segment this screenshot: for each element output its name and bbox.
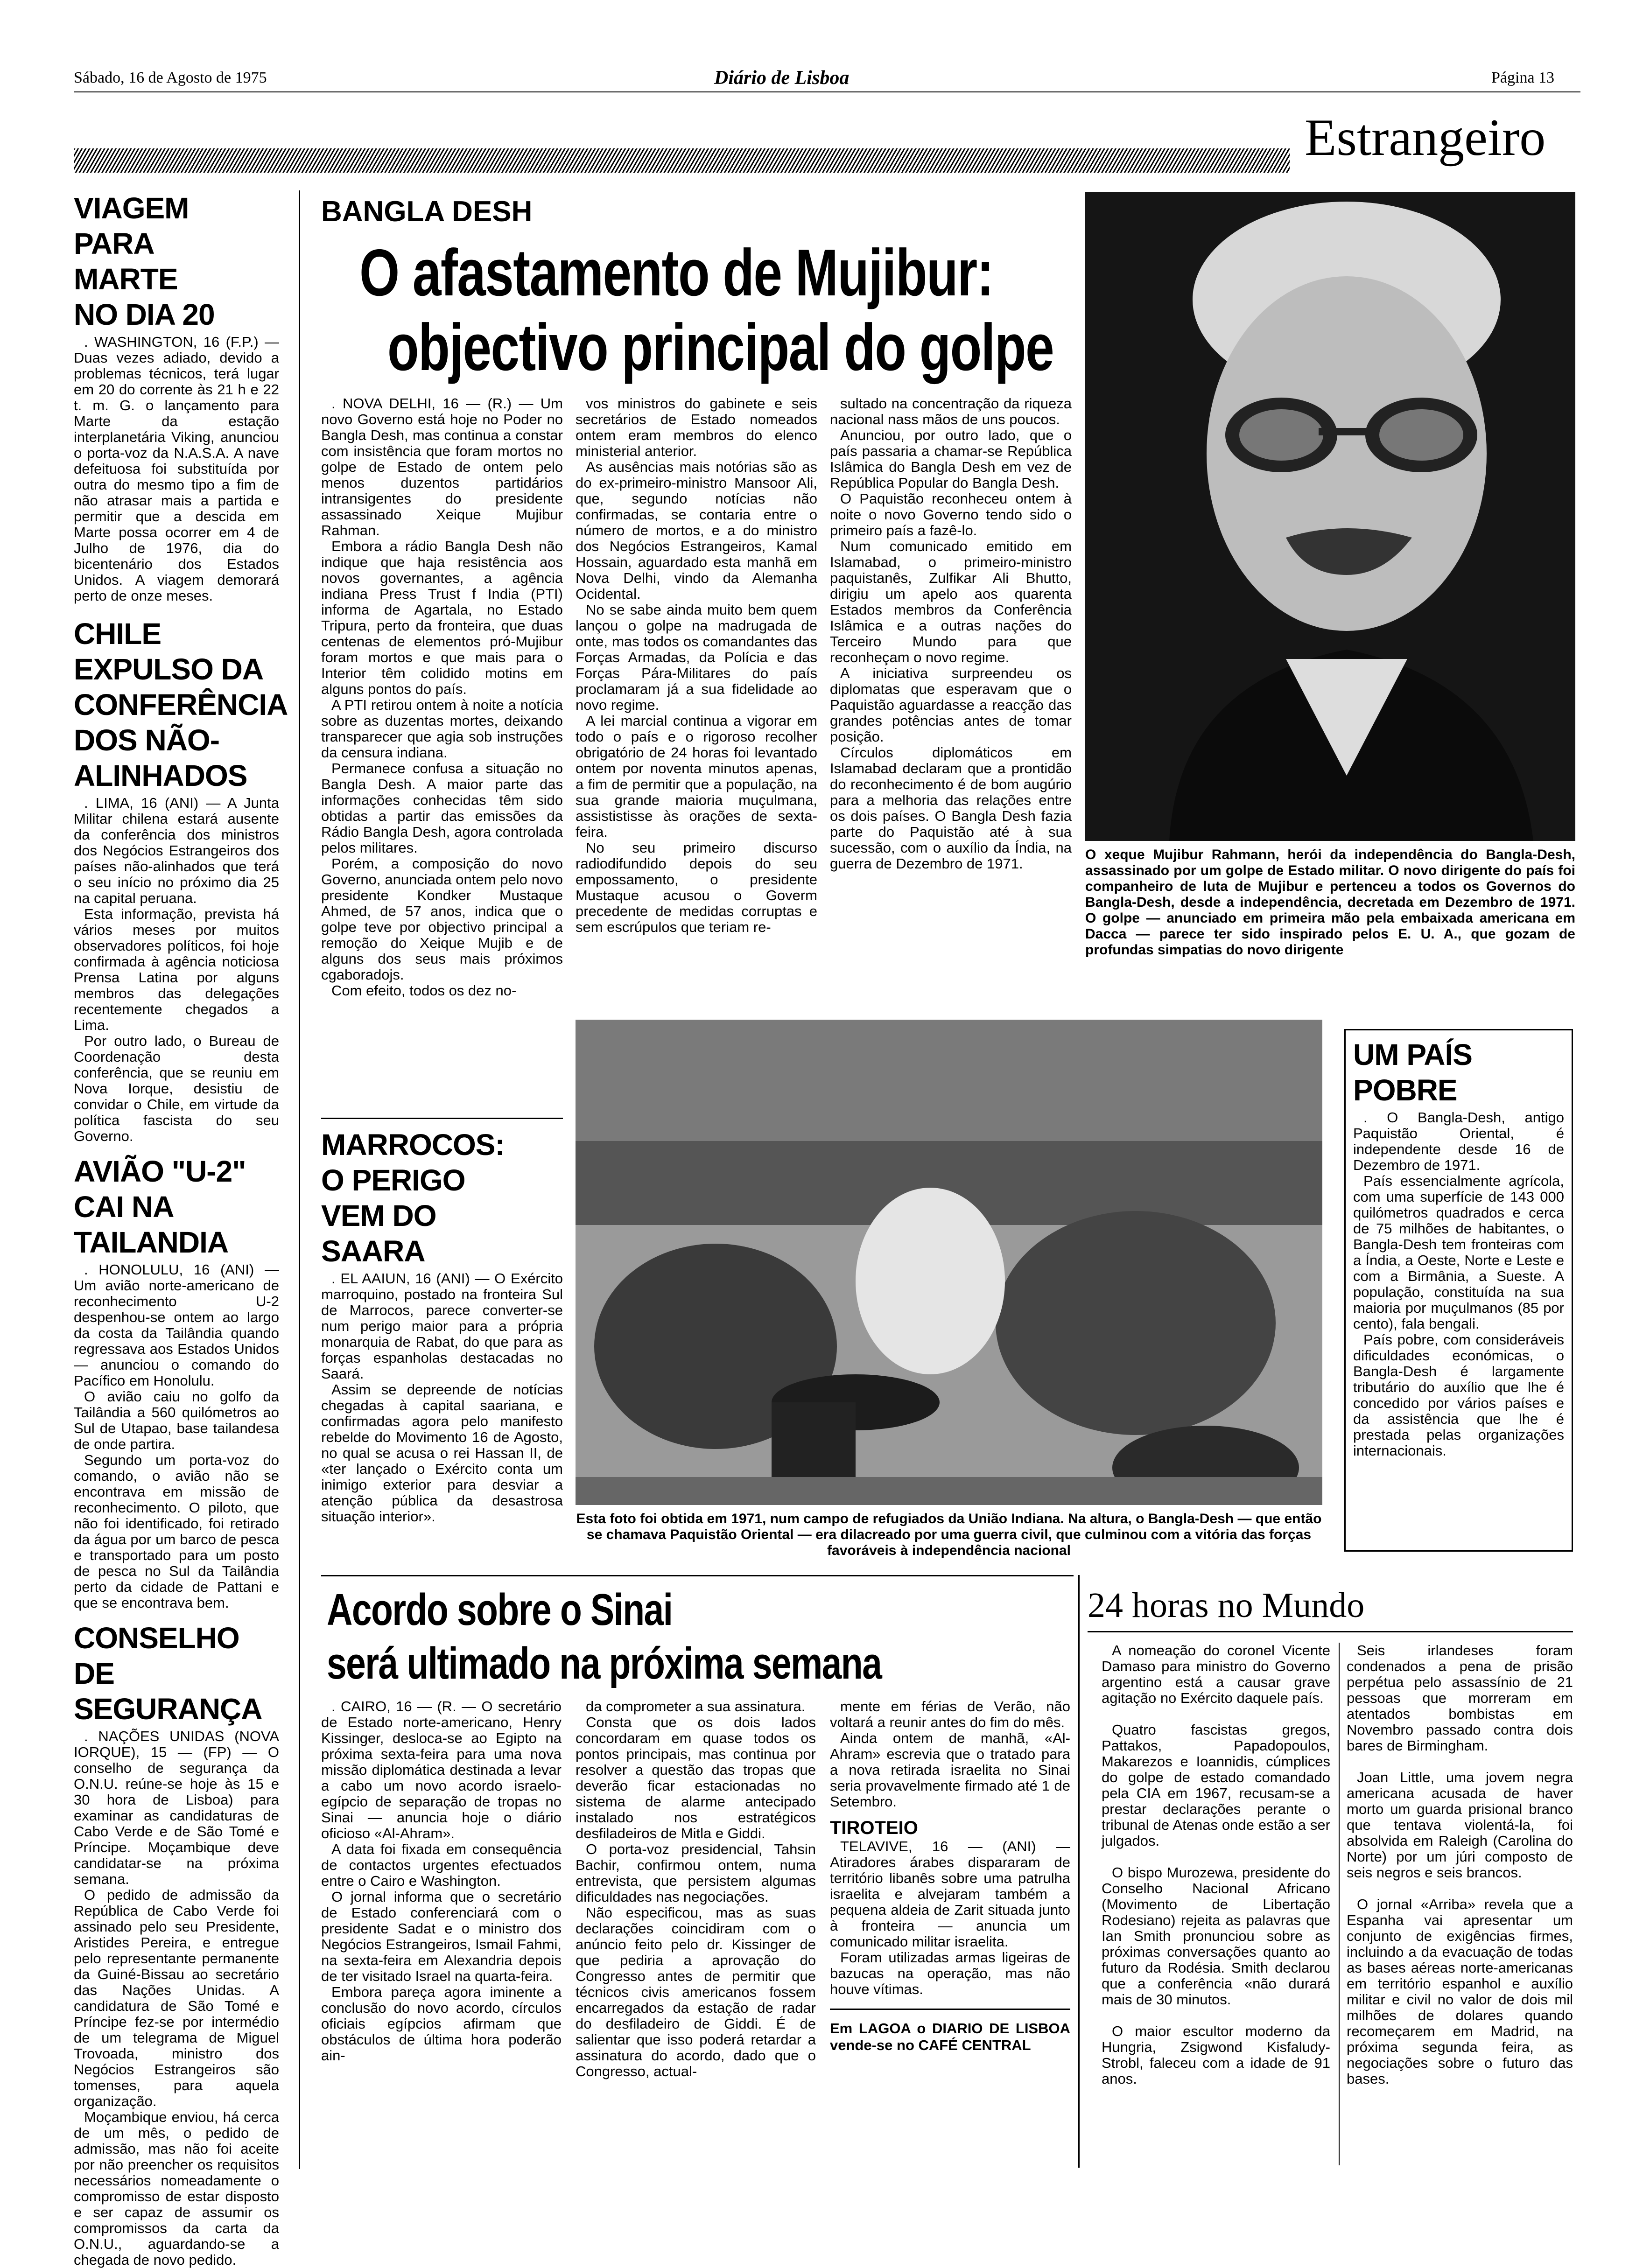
paragraph: Com efeito, todos os dez no- — [331, 982, 517, 999]
paragraph: O bispo Murozewa, presidente do Conselho Nacional Africano (Movimento de Libertação Rodesiano) rejeita as palavras que Ian Smith pronunciou sobre as próximas conversações quanto ao futuro da Rodésia. Smith declarou que a conferência «não durará mais de 30 minutos. — [1102, 1864, 1330, 2008]
mundo-column-1 — [1102, 1643, 1330, 2087]
headline: AVIÃO "U-2" CAI NA TAILANDIA — [74, 1155, 246, 1259]
mundo-column-2 — [1347, 1643, 1573, 2087]
paragraph: da comprometer a sua assinatura. — [586, 1698, 806, 1715]
bangla-column-3 — [830, 396, 1072, 872]
article-body — [74, 334, 279, 604]
headline: VIAGEM PARA MARTE NO DIA 20 — [74, 191, 215, 331]
promo-lagoa: Em LAGOA o DIARIO DE LISBOA vende-se no CAFÉ CENTRAL — [830, 2009, 1070, 2054]
paragraph: Quatro fascistas gregos, Pattakos, Papadopoulos, Makarezos e Ioannidis, cúmplices do golpe de estado comandado pela CIA em 1967, recusam-se a prestar declarações perante o tribunal de Atenas onde estão a ser julgados. — [1102, 1722, 1330, 1849]
article-viagem-marte — [74, 190, 279, 604]
headline: CONSELHO DE SEGURANÇA — [74, 1621, 262, 1726]
masthead: Diário de Lisboa — [714, 67, 850, 89]
paragraph: País pobre, com consideráveis dificuldades económicas, o Bangla-Desh é largamente tributário do auxílio que lhe é concedido por vários países e da assistência que lhe é prestada pelas organizações internacionais. — [1353, 1331, 1564, 1459]
paragraph: Anunciou, por outro lado, que o país passaria a chamar-se República Islâmica do Bangla Desh em vez de República Popular do Bangla Desh. — [830, 427, 1072, 491]
paragraph: . NOVA DELHI, 16 — (R.) — Um novo Governo está hoje no Poder no Bangla Desh, mas continua a constar com insistência que foram mortos no golpe de Estado de ontem pelo menos duzentos partidários intransigentes do presidente assassinado Xeique Mujibur Rahman. — [321, 395, 563, 539]
section-title: Estrangeiro — [1305, 109, 1546, 167]
paragraph: Ainda ontem de manhã, «Al-Ahram» escrevia que o tratado para a nova retirada israelita no Sinai seria provavelmente firmado até 1 de Setembro. — [830, 1730, 1070, 1810]
paragraph: TELAVIVE, 16 — (ANI) — Atiradores árabes dispararam de território libanês sobre uma patrulha israelita e alvejaram também a pequena aldeia de Zarit situada junto à fronteira — anuncia um comunicado militar israelita. — [830, 1838, 1070, 1950]
paragraph: Moçambique enviou, há cerca de um mês, o pedido de admissão, mas não foi aceite por não preencher os requisitos necessários nomeadamente o compromisso de estar disposto e ser capaz de assumir os compromissos da carta da O.N.U., aguardando-se a chegada de novo pedido. — [74, 2109, 279, 2268]
article-body — [74, 795, 279, 1144]
headline: CHILE EXPULSO DA CONFERÊNCIA DOS NÃO-ALINHADOS — [74, 617, 287, 792]
portrait-image — [1085, 192, 1575, 841]
paragraph: O maior escultor moderno da Hungria, Zsigwond Kisfaludy-Strobl, faleceu com a idade de 91 anos. — [1102, 2023, 1330, 2087]
main-headline-line-1: O afastamento de Mujibur: — [359, 236, 993, 310]
paragraph: O jornal informa que o secretário de Estado conferenciará com o presidente Sadat e o ministro dos Negócios Estrangeiros, Ismail Fahmi, na sexta-feira em Alexandria depois de ter visitado Israel na quarta-feira. — [321, 1889, 562, 1984]
paragraph: sultado na concentração da riqueza nacional nass mãos de uns poucos. — [830, 395, 1072, 427]
kicker: BANGLA DESH — [321, 196, 533, 228]
paragraph: O Paquistão reconheceu ontem à noite o novo Governo tendo sido o primeiro país a fazê-lo. — [830, 490, 1072, 539]
date-line: Sábado, 16 de Agosto de 1975 — [74, 69, 267, 86]
paragraph: A nomeação do coronel Vicente Damaso para ministro do Governo argentino está a causar grave agitação no Exército daquele país. — [1102, 1642, 1330, 1706]
divider — [321, 1118, 563, 1119]
section-hatch-band — [74, 148, 1290, 173]
article-conselho-seguranca — [74, 1620, 279, 2268]
paragraph: A data foi fixada em consequência de contactos urgentes efectuados entre o Cairo e Washington. — [321, 1841, 562, 1889]
article-aviao-u2 — [74, 1154, 279, 1611]
sinai-column-2 — [576, 1699, 816, 2079]
paragraph: . O Bangla-Desh, antigo Paquistão Oriental, é independente desde 16 de Dezembro de 1971. — [1353, 1109, 1564, 1173]
refugee-caption: Esta foto foi obtida em 1971, num campo de refugiados da União Indiana. Na altura, o Bangla-Desh — que então se chamava Paquistão Oriental — era dilacreado por uma guerra civil, que culminou com a vitória das forças favoráveis à independência nacional — [576, 1511, 1322, 1558]
paragraph: País essencialmente agrícola, com uma superfície de 143 000 quilómetros quadrados e cerca de 75 milhões de habitantes, o Bangla-Desh tem fronteiras com a Índia, a Oeste, Norte e Leste e com a Birmânia, a Sueste. A população, constituída na sua maioria por muçulmanos (85 por cento), fala bengali. — [1353, 1173, 1564, 1332]
bangla-column-2 — [576, 396, 817, 935]
paragraph: Por outro lado, o Bureau de Coordenação desta conferência, que se reuniu em Nova Iorque, desistiu de convidar o Chile, em virtude da política fascista do seu Governo. — [74, 1033, 279, 1144]
paragraph: . EL AAIUN, 16 (ANI) — O Exército marroquino, postado na fronteira Sul de Marrocos, parece converter-se num perigo maior para a própria monarquia de Rabat, do que para as forças espanholas destacadas no Saará. — [321, 1270, 563, 1382]
sidebar-box-pais-pobre — [1344, 1029, 1573, 1552]
refugee-camp-photo — [576, 1020, 1322, 1505]
paragraph: Círculos diplomáticos em Islamabad declaram que a prontidão do reconhecimento é de bom augúrio para a melhoria das relações entre os dois países. O Bangla Desh fazia parte do Paquistão até à sua sucessão, com o auxílio da Índia, na guerra de Dezembro de 1971. — [830, 744, 1072, 872]
paragraph: mente em férias de Verão, não voltará a reunir antes do fim do mês. — [830, 1698, 1070, 1730]
paragraph: Embora pareça agora iminente a conclusão do novo acordo, círculos oficiais egípcios afirmam que obstáculos de última hora poderão ain- — [321, 1984, 562, 2064]
paragraph: vos ministros do gabinete e seis secretários de Estado nomeados ontem eram membros do elenco ministerial anterior. — [576, 395, 817, 459]
portrait-caption: O xeque Mujibur Rahmann, herói da independência do Bangla-Desh, assassinado por um golpe de Estado militar. O novo dirigente do país foi companheiro de luta de Mujibur e pertenceu a todos os Governos do Bangla-Desh, desde a independência, decretada em Dezembro de 1971. O golpe — anunciado em primeira mão pela embaixada americana em Dacca — parece ter sido inspirado pelos E. U. A., que gozam de profundas simpatias do novo dirigente — [1085, 847, 1575, 958]
article-body — [321, 1271, 563, 1525]
column-rule — [1339, 1643, 1340, 2165]
paragraph: No seu primeiro discurso radiodifundido depois do seu empossamento, o presidente Mustaque acusou o Goverm precedente de medidas corruptas e sem escrúpulos que teriam re- — [576, 840, 817, 935]
article-body — [1353, 1110, 1564, 1459]
paragraph: . NAÇÕES UNIDAS (NOVA IORQUE), 15 — (FP) — O conselho de segurança da O.N.U. reúne-se hoje às 15 e 30 hora de Lisboa) para examinar as candidaturas de Cabo Verde e de São Tomé e Príncipe. Moçambique deve candidatar-se na próxima semana. — [74, 1728, 279, 1887]
paragraph: O avião caiu no golfo da Tailândia a 560 quilómetros ao Sul de Utapao, base tailandesa de onde partira. — [74, 1388, 279, 1452]
portrait-photo — [1085, 192, 1575, 841]
article-chile — [74, 616, 287, 1144]
paragraph: A PTI retirou ontem à noite a notícia sobre as duzentas mortes, deixando transparecer que agia sob instruções da censura indiana. — [321, 697, 563, 761]
paragraph: . HONOLULU, 16 (ANI) — Um avião norte-americano de reconhecimento U-2 despenhou-se ontem ao largo da costa da Tailândia quando regressava aos Estados Unidos — anunciou o comando do Pacífico em Honolulu. — [74, 1261, 279, 1389]
headline: UM PAÍS POBRE — [1353, 1038, 1472, 1107]
paragraph: . LIMA, 16 (ANI) — A Junta Militar chilena estará ausente da conferência dos ministros dos Negócios Estrangeiros dos países não-alinhados que terá o seu início no próximo dia 25 na capital peruana. — [74, 795, 279, 906]
sinai-column-3 — [830, 1699, 1070, 2054]
divider — [1088, 1631, 1573, 1632]
sinai-headline-line-1: Acordo sobre o Sinai — [327, 1585, 673, 1635]
paragraph: Segundo um porta-voz do comando, o avião não se encontrava em missão de reconhecimento. O piloto, que não foi identificado, foi retirado da água por um barco de pesca e transportado para um posto de pesca no Sul da Tailândia perto da cidade de Pattani e que se encontrava bem. — [74, 1452, 279, 1611]
paragraph: Seis irlandeses foram condenados a pena de prisão perpétua pelo assassínio de 21 pessoas que morreram em atentados bombistas em Novembro passado contra dois bares de Birmingham. — [1347, 1642, 1573, 1754]
headline: MARROCOS: O PERIGO VEM DO SAARA — [321, 1128, 505, 1268]
divider — [321, 1575, 1074, 1576]
paragraph: O porta-voz presidencial, Tahsin Bachir, confirmou ontem, numa entrevista, que persistem algumas dificuldades nas negociações. — [576, 1841, 816, 1905]
paragraph: Esta informação, prevista há vários meses por muitos observadores políticos, foi hoje confirmada à agência noticiosa Prensa Latina por alguns membros das delegações recentemente chegados a Lima. — [74, 906, 279, 1033]
paragraph: A lei marcial continua a vigorar em todo o país e o rigoroso recolher obrigatório de 24 horas foi levantado ontem por noventa minutos apenas, a fim de permitir que a população, na sua grande maioria muçulmana, assististisse às orações de sexta-feira. — [576, 713, 817, 840]
paragraph: Assim se depreende de notícias chegadas à capital saariana, e confirmadas agora pelo manifesto rebelde do Movimento 16 de Agosto, no qual se acusa o rei Hassan II, de «ter lançado o Exército conta um inimigo exterior para desviar a atenção pública da desastrosa situação interior». — [321, 1381, 563, 1525]
bangla-column-1 — [321, 396, 563, 999]
column-1 — [74, 190, 287, 2268]
paragraph: A iniciativa surpreendeu os diplomatas que esperavam que o Paquistão aguardasse a reacção das grandes potências antes de tomar posição. — [830, 665, 1072, 745]
page-number: Página 13 — [1491, 69, 1555, 86]
paragraph: Consta que os dois lados concordaram em quase todos os pontos principais, mas continua por resolver a questão das tropas que deverão ficar estacionadas no sistema de alarme antecipado instalado nos estratégicos desfiladeiros de Mitla e Giddi. — [576, 1714, 816, 1841]
article-body — [74, 1729, 279, 2268]
sinai-column-1 — [321, 1699, 562, 2064]
paragraph: . WASHINGTON, 16 (F.P.) — Duas vezes adiado, devido a problemas técnicos, terá lugar em 20 do corrente às 21 h e 22 t. m. G. o lançamento para Marte da estação interplanetária Viking, anunciou o porta-voz da N.A.S.A. A nave defeituosa foi substituída por outra do mesmo tipo a fim de não atrasar mais a partida e permitir que a descida em Marte possa ocorrer em 4 de Julho de 1976, dia do bicentenário dos Estados Unidos. A viagem demorará perto de onze meses. — [74, 334, 279, 604]
paragraph: Porém, a composição do novo Governo, anunciada ontem pelo novo presidente Kondker Mustaque Ahmed, de 57 anos, indica que o golpe teve por objectivo principal a remoção do Xeique Mujib e de alguns dos seus mais próximos cgaboradojs. — [321, 855, 563, 983]
main-headline-line-2: objectivo principal do golpe — [387, 310, 1054, 385]
paragraph: Permanece confusa a situação no Bangla Desh. A maior parte das informações conhecidas têm sido obtidas a partir das emissões da Rádio Bangla Desh, agora controlada pelos militares. — [321, 760, 563, 856]
paragraph: Num comunicado emitido em Islamabad, o primeiro-ministro paquistanês, Zulfikar Ali Bhutto, dirigiu um apelo aos quarenta Estados membros da Conferência Islâmica e a outras nações do Terceiro Mundo para que reconheçam o novo regime. — [830, 538, 1072, 665]
paragraph: No se sabe ainda muito bem quem lançou o golpe na madrugada de onte, mas todos os comandantes das Forças Armadas, da Polícia e das Forças Pára-Militares do país proclamaram já a sua fidelidade ao novo regime. — [576, 602, 817, 713]
paragraph: . CAIRO, 16 — (R. — O secretário de Estado norte-americano, Henry Kissinger, desloca-se ao Egipto na próxima sexta-feira para uma nova missão diplomática destinada a levar a cabo um novo acordo israelo-egípcio de separação de tropas no Sinai — anuncia hoje o diário oficioso «Al-Ahram». — [321, 1698, 562, 1841]
paragraph: Não especificou, mas as suas declarações coincidiram com o anúncio feito pelo dr. Kissinger de que pediria a aprovação do Congresso antes de permitir que técnicos civis americanos fossem encarregados da estação de radar do desfiladeiro de Giddi. É de salientar que isso poderá retardar a assinatura do acordo, dado que o Congresso, actual- — [576, 1904, 816, 2079]
mundo-title: 24 horas no Mundo — [1088, 1586, 1365, 1625]
article-marrocos — [321, 1127, 563, 1525]
paragraph: Embora a rádio Bangla Desh não indique que haja resistência aos novos governantes, a agência indiana Press Trust f India (PTI) informa de Agartala, no Estado Tripura, perto da fronteira, que duas centenas de elementos pró-Mujibur foram mortos e que mais para o Interior têm colidido motins em alguns pontos do país. — [321, 538, 563, 697]
refugee-image — [576, 1020, 1322, 1505]
paragraph: O pedido de admissão da República de Cabo Verde foi assinado pelo seu Presidente, Aristides Pereira, e entregue pelo representante permanente da Guiné-Bissau ao secretário das Nações Unidas. A candidatura de São Tomé e Príncipe fez-se por intermédio de um telegrama de Miguel Trovoada, ministro dos Negócios Estrangeiros são tomenses, para aquela organização. — [74, 1887, 279, 2109]
paragraph: Joan Little, uma jovem negra americana acusada de haver morto um guarda prisional branco que tentava violentá-la, foi absolvida em Raleigh (Carolina do Norte) por um júri composto de seis negros e seis brancos. — [1347, 1769, 1573, 1881]
paragraph: O jornal «Arriba» revela que a Espanha vai apresentar um conjunto de exigências firmes, incluindo a da evacuação de todas as bases aéreas norte-americanas em território espanhol e auxílio militar e civil no valor de dois mil milhões de dolares quando recomeçarem em Madrid, na próxima segunda feira, as negociações sobre o futuro das bases. — [1347, 1896, 1573, 2087]
subhead-tiroteio: TIROTEIO — [830, 1818, 918, 1838]
paragraph: As ausências mais notórias são as do ex-primeiro-ministro Mansoor Ali, que, segundo notícias não confirmadas, se contaria entre o número de mortos, e a do ministro dos Negócios Estrangeiros, Kamal Hossain, aguardado esta manhã em Nova Delhi, vindo da Alemanha Ocidental. — [576, 459, 817, 602]
header-rule — [74, 91, 1580, 92]
column-rule — [1078, 1575, 1080, 2168]
article-body — [74, 1262, 279, 1611]
column-rule — [299, 190, 300, 2169]
paragraph: Foram utilizadas armas ligeiras de bazucas na operação, mas não houve vítimas. — [830, 1949, 1070, 1997]
sinai-headline-line-2: será ultimado na próxima semana — [327, 1638, 882, 1688]
